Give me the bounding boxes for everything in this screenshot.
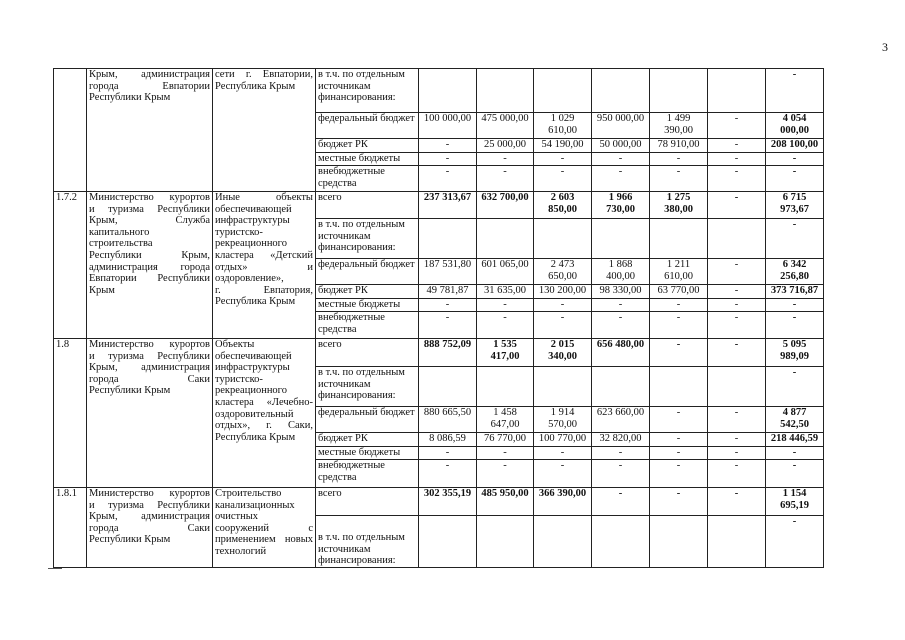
- total-cell: 6 342 256,80: [766, 259, 824, 285]
- funding-source-cell: в т.ч. по отдельным источникам финансирования:: [316, 516, 419, 568]
- value-cell: -: [708, 153, 766, 166]
- funding-source-cell: местные бюджеты: [316, 153, 419, 166]
- organization-cell: [87, 339, 213, 488]
- funding-source-cell: внебюджетные средства: [316, 166, 419, 192]
- cell-line: Республики Крым: [89, 534, 171, 546]
- funding-source-cell: в т.ч. по отдельным источникам финансирования:: [316, 69, 419, 113]
- cell-line: инфраструктуры: [215, 362, 290, 374]
- value-cell: -: [650, 312, 708, 339]
- total-cell: -: [766, 69, 824, 113]
- value-cell: 31 635,00: [477, 285, 534, 299]
- table-row: [54, 339, 824, 367]
- cell-line: Крым, администрация: [89, 69, 210, 80]
- value-cell: -: [592, 312, 650, 339]
- total-cell: 4 054 000,00: [766, 113, 824, 139]
- value-cell: 49 781,87: [419, 285, 477, 299]
- cell-line: города Саки: [89, 522, 210, 534]
- cell-line: кластера «Детский: [215, 249, 313, 261]
- table-row: [54, 69, 824, 113]
- value-cell: -: [650, 166, 708, 192]
- value-cell: 76 770,00: [477, 433, 534, 447]
- value-cell: 485 950,00: [477, 488, 534, 516]
- funding-source-cell: внебюджетные средства: [316, 312, 419, 339]
- value-cell: [419, 516, 477, 568]
- funding-source-cell: местные бюджеты: [316, 447, 419, 460]
- table-row: [54, 488, 824, 516]
- funding-source-cell: федеральный бюджет: [316, 113, 419, 139]
- cell-line: администрация города: [89, 261, 210, 273]
- value-cell: -: [592, 447, 650, 460]
- value-cell: -: [419, 460, 477, 488]
- value-cell: 950 000,00: [592, 113, 650, 139]
- value-cell: [534, 69, 592, 113]
- value-cell: 130 200,00: [534, 285, 592, 299]
- value-cell: 187 531,80: [419, 259, 477, 285]
- cell-line: Объекты: [215, 339, 255, 350]
- value-cell: 2 473 650,00: [534, 259, 592, 285]
- total-cell: 5 095 989,09: [766, 339, 824, 367]
- value-cell: 8 086,59: [419, 433, 477, 447]
- value-cell: [708, 69, 766, 113]
- value-cell: -: [477, 312, 534, 339]
- cell-line: технологий: [215, 545, 267, 557]
- value-cell: -: [419, 447, 477, 460]
- value-cell: -: [708, 139, 766, 153]
- total-cell: -: [766, 299, 824, 312]
- value-cell: -: [708, 166, 766, 192]
- value-cell: -: [708, 339, 766, 367]
- value-cell: -: [477, 166, 534, 192]
- cell-line: г. Евпатория,: [215, 284, 313, 296]
- value-cell: -: [650, 299, 708, 312]
- value-cell: -: [708, 192, 766, 219]
- value-cell: -: [708, 285, 766, 299]
- cell-line: Министерство курортов: [89, 192, 210, 203]
- total-cell: -: [766, 460, 824, 488]
- cell-line: и туризма Республики: [89, 499, 210, 511]
- value-cell: [650, 219, 708, 259]
- row-number-cell: 1.8: [54, 339, 87, 488]
- value-cell: -: [708, 113, 766, 139]
- object-cell: [213, 69, 316, 192]
- funding-source-cell: внебюджетные средства: [316, 460, 419, 488]
- cell-line: рекреационного: [215, 385, 287, 397]
- funding-source-cell: всего: [316, 192, 419, 219]
- organization-cell: [87, 69, 213, 192]
- cell-line: Строительство: [215, 488, 282, 499]
- value-cell: -: [708, 259, 766, 285]
- value-cell: -: [708, 299, 766, 312]
- object-cell: [213, 192, 316, 339]
- total-cell: -: [766, 153, 824, 166]
- cell-line: сооружений с: [215, 522, 313, 534]
- value-cell: -: [477, 460, 534, 488]
- value-cell: 50 000,00: [592, 139, 650, 153]
- value-cell: [477, 69, 534, 113]
- value-cell: -: [477, 153, 534, 166]
- cell-line: Крым, администрация: [89, 362, 210, 374]
- total-cell: 373 716,87: [766, 285, 824, 299]
- value-cell: [419, 367, 477, 407]
- value-cell: [592, 367, 650, 407]
- value-cell: 888 752,09: [419, 339, 477, 367]
- total-cell: -: [766, 516, 824, 568]
- value-cell: -: [650, 433, 708, 447]
- value-cell: -: [592, 166, 650, 192]
- value-cell: 1 535 417,00: [477, 339, 534, 367]
- total-cell: -: [766, 367, 824, 407]
- value-cell: 1 275 380,00: [650, 192, 708, 219]
- value-cell: -: [708, 447, 766, 460]
- value-cell: [477, 367, 534, 407]
- value-cell: 1 868 400,00: [592, 259, 650, 285]
- cell-line: Крым, Служба: [89, 215, 210, 227]
- value-cell: -: [708, 407, 766, 433]
- value-cell: 1 966 730,00: [592, 192, 650, 219]
- cell-line: Министерство курортов: [89, 488, 210, 499]
- total-cell: -: [766, 447, 824, 460]
- cell-line: Республика Крым: [215, 431, 296, 443]
- row-number-cell: 1.8.1: [54, 488, 87, 568]
- cell-line: туристско-: [215, 373, 263, 385]
- funding-source-cell: бюджет РК: [316, 139, 419, 153]
- value-cell: -: [650, 153, 708, 166]
- cell-line: отдых», г. Саки,: [215, 420, 313, 432]
- value-cell: 63 770,00: [650, 285, 708, 299]
- value-cell: -: [592, 460, 650, 488]
- funding-source-cell: федеральный бюджет: [316, 407, 419, 433]
- value-cell: -: [419, 139, 477, 153]
- row-number-cell: [54, 69, 87, 192]
- value-cell: -: [419, 153, 477, 166]
- cell-line: Республики Крым: [89, 385, 171, 397]
- value-cell: [534, 219, 592, 259]
- funding-source-cell: в т.ч. по отдельным источникам финансирования:: [316, 219, 419, 259]
- margin-mark: [48, 568, 62, 569]
- cell-line: и туризма Республики: [89, 203, 210, 215]
- cell-line: Крым, администрация: [89, 511, 210, 523]
- funding-source-cell: федеральный бюджет: [316, 259, 419, 285]
- funding-source-cell: всего: [316, 488, 419, 516]
- value-cell: [592, 219, 650, 259]
- cell-line: инфраструктуры: [215, 215, 290, 227]
- value-cell: 1 914 570,00: [534, 407, 592, 433]
- value-cell: 2 603 850,00: [534, 192, 592, 219]
- value-cell: 656 480,00: [592, 339, 650, 367]
- cell-line: кластера «Лечебно-: [215, 396, 313, 408]
- value-cell: 2 015 340,00: [534, 339, 592, 367]
- value-cell: 302 355,19: [419, 488, 477, 516]
- value-cell: [477, 219, 534, 259]
- organization-cell: [87, 192, 213, 339]
- value-cell: -: [708, 460, 766, 488]
- value-cell: -: [708, 488, 766, 516]
- cell-line: Республики Крым: [89, 92, 171, 104]
- value-cell: -: [650, 407, 708, 433]
- value-cell: 475 000,00: [477, 113, 534, 139]
- value-cell: 78 910,00: [650, 139, 708, 153]
- budget-table-sheet: [53, 68, 824, 568]
- value-cell: [650, 516, 708, 568]
- cell-line: очистных: [215, 511, 259, 523]
- value-cell: [592, 69, 650, 113]
- value-cell: -: [419, 312, 477, 339]
- cell-line: города Евпатории: [89, 80, 210, 92]
- cell-line: обеспечивающей: [215, 350, 292, 362]
- value-cell: 1 029 610,00: [534, 113, 592, 139]
- value-cell: [477, 516, 534, 568]
- value-cell: [708, 516, 766, 568]
- value-cell: 1 211 610,00: [650, 259, 708, 285]
- funding-source-cell: местные бюджеты: [316, 299, 419, 312]
- value-cell: 366 390,00: [534, 488, 592, 516]
- cell-line: канализационных: [215, 499, 295, 511]
- cell-line: капитального: [89, 226, 150, 238]
- cell-line: Республики Крым,: [89, 249, 210, 261]
- value-cell: -: [592, 488, 650, 516]
- organization-cell: [87, 488, 213, 568]
- cell-line: Крым: [89, 284, 115, 296]
- total-cell: -: [766, 166, 824, 192]
- cell-line: города Саки: [89, 373, 210, 385]
- object-cell: [213, 339, 316, 488]
- value-cell: 100 770,00: [534, 433, 592, 447]
- value-cell: -: [534, 299, 592, 312]
- value-cell: [708, 219, 766, 259]
- table-row: [54, 192, 824, 219]
- value-cell: 601 065,00: [477, 259, 534, 285]
- value-cell: 623 660,00: [592, 407, 650, 433]
- object-cell: [213, 488, 316, 568]
- budget-table: [53, 68, 824, 568]
- total-cell: 218 446,59: [766, 433, 824, 447]
- value-cell: 632 700,00: [477, 192, 534, 219]
- total-cell: 6 715 973,67: [766, 192, 824, 219]
- total-cell: -: [766, 312, 824, 339]
- cell-line: рекреационного: [215, 238, 287, 250]
- funding-source-cell: бюджет РК: [316, 433, 419, 447]
- cell-line: Иные объекты: [215, 192, 313, 203]
- page-number: 3: [882, 40, 888, 54]
- funding-source-cell: бюджет РК: [316, 285, 419, 299]
- value-cell: -: [534, 312, 592, 339]
- value-cell: 880 665,50: [419, 407, 477, 433]
- total-cell: 208 100,00: [766, 139, 824, 153]
- value-cell: -: [592, 153, 650, 166]
- cell-line: строительства: [89, 238, 153, 250]
- value-cell: [534, 516, 592, 568]
- value-cell: -: [477, 447, 534, 460]
- total-cell: 4 877 542,50: [766, 407, 824, 433]
- value-cell: -: [419, 166, 477, 192]
- value-cell: 1 458 647,00: [477, 407, 534, 433]
- value-cell: -: [534, 460, 592, 488]
- value-cell: [650, 367, 708, 407]
- cell-line: обеспечивающей: [215, 203, 292, 215]
- cell-line: оздоровление»,: [215, 273, 284, 285]
- value-cell: -: [708, 433, 766, 447]
- value-cell: 32 820,00: [592, 433, 650, 447]
- cell-line: и туризма Республики: [89, 350, 210, 362]
- value-cell: -: [419, 299, 477, 312]
- value-cell: 25 000,00: [477, 139, 534, 153]
- cell-line: сети г. Евпатории,: [215, 69, 313, 80]
- value-cell: -: [650, 447, 708, 460]
- value-cell: -: [650, 488, 708, 516]
- value-cell: -: [650, 460, 708, 488]
- value-cell: [592, 516, 650, 568]
- funding-source-cell: в т.ч. по отдельным источникам финансирования:: [316, 367, 419, 407]
- value-cell: -: [592, 299, 650, 312]
- value-cell: -: [477, 299, 534, 312]
- value-cell: [650, 69, 708, 113]
- cell-line: Евпатории Республики: [89, 273, 210, 285]
- value-cell: -: [534, 166, 592, 192]
- value-cell: -: [650, 339, 708, 367]
- value-cell: [419, 219, 477, 259]
- funding-source-cell: всего: [316, 339, 419, 367]
- cell-line: применением новых: [215, 534, 313, 546]
- cell-line: Республика Крым: [215, 80, 296, 92]
- cell-line: туристско-: [215, 226, 263, 238]
- cell-line: Республика Крым: [215, 296, 296, 308]
- value-cell: -: [534, 447, 592, 460]
- cell-line: отдых» и: [215, 261, 313, 273]
- table-body: [54, 69, 824, 568]
- value-cell: 1 499 390,00: [650, 113, 708, 139]
- value-cell: 54 190,00: [534, 139, 592, 153]
- value-cell: -: [534, 153, 592, 166]
- cell-line: оздоровительный: [215, 408, 294, 420]
- value-cell: 237 313,67: [419, 192, 477, 219]
- total-cell: -: [766, 219, 824, 259]
- value-cell: [534, 367, 592, 407]
- total-cell: 1 154 695,19: [766, 488, 824, 516]
- value-cell: 100 000,00: [419, 113, 477, 139]
- cell-line: Министерство курортов: [89, 339, 210, 350]
- value-cell: -: [708, 312, 766, 339]
- value-cell: 98 330,00: [592, 285, 650, 299]
- value-cell: [708, 367, 766, 407]
- row-number-cell: 1.7.2: [54, 192, 87, 339]
- value-cell: [419, 69, 477, 113]
